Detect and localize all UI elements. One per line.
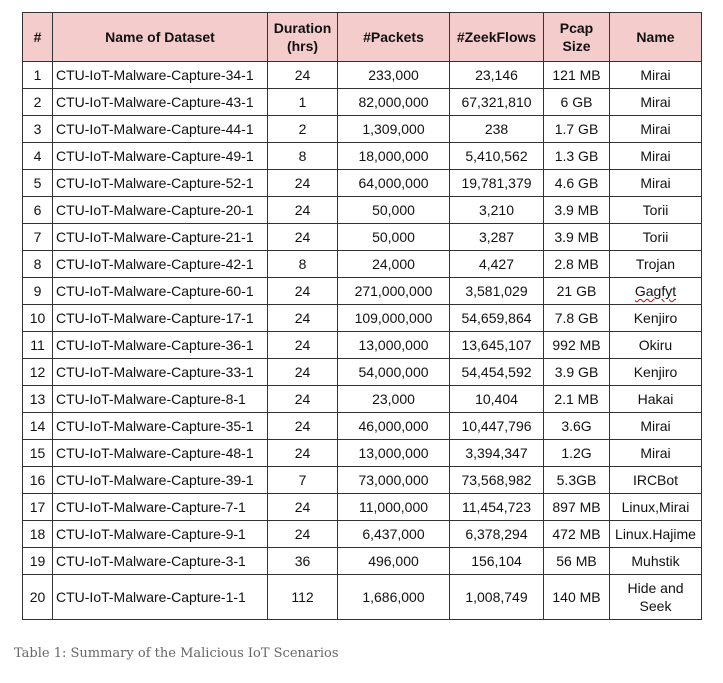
pcap-size-cell: 2.8 MB [544,251,610,278]
dataset-name-cell: CTU-IoT-Malware-Capture-20-1 [53,197,268,224]
packets-cell: 1,309,000 [338,116,450,143]
row-number-cell: 19 [23,548,53,575]
table-row [23,440,702,467]
duration-cell: 24 [268,386,338,413]
header-duration-line2: (hrs) [286,38,319,54]
dataset-name-cell: CTU-IoT-Malware-Capture-7-1 [53,494,268,521]
row-number-cell: 20 [23,575,53,620]
dataset-name-cell: CTU-IoT-Malware-Capture-33-1 [53,359,268,386]
dataset-name-cell: CTU-IoT-Malware-Capture-8-1 [53,386,268,413]
packets-cell: 50,000 [338,197,450,224]
pcap-size-cell: 897 MB [544,494,610,521]
zeekflows-cell: 67,321,810 [450,89,544,116]
dataset-name-cell: CTU-IoT-Malware-Capture-17-1 [53,305,268,332]
row-number-cell: 18 [23,521,53,548]
pcap-size-cell: 5.3GB [544,467,610,494]
row-number-cell: 4 [23,143,53,170]
packets-cell: 24,000 [338,251,450,278]
malware-name-cell: Linux.Hajime [610,521,702,548]
pcap-size-cell: 3.6G [544,413,610,440]
packets-cell: 64,000,000 [338,170,450,197]
zeekflows-cell: 10,404 [450,386,544,413]
malware-name-line: Seek [639,598,672,614]
dataset-name-cell: CTU-IoT-Malware-Capture-35-1 [53,413,268,440]
malware-name-cell: Torii [610,197,702,224]
dataset-name-cell: CTU-IoT-Malware-Capture-36-1 [53,332,268,359]
row-number-cell: 7 [23,224,53,251]
table-row [23,89,702,116]
pcap-size-cell: 2.1 MB [544,386,610,413]
pcap-size-cell: 1.2G [544,440,610,467]
table-row [23,170,702,197]
packets-cell: 73,000,000 [338,467,450,494]
header-dataset-name: Name of Dataset [53,13,268,62]
table-row [23,413,702,440]
packets-cell: 23,000 [338,386,450,413]
table-row [23,62,702,89]
pcap-size-cell: 3.9 GB [544,359,610,386]
zeekflows-cell: 73,568,982 [450,467,544,494]
malware-name-cell: Linux,Mirai [610,494,702,521]
pcap-size-cell: 56 MB [544,548,610,575]
header-pcap-line1: Pcap [559,20,594,36]
zeekflows-cell: 3,394,347 [450,440,544,467]
pcap-size-cell: 121 MB [544,62,610,89]
row-number-cell: 5 [23,170,53,197]
duration-cell: 24 [268,332,338,359]
header-packets: #Packets [338,13,450,62]
zeekflows-cell: 1,008,749 [450,575,544,620]
pcap-size-cell: 3.9 MB [544,224,610,251]
packets-cell: 13,000,000 [338,332,450,359]
row-number-cell: 6 [23,197,53,224]
duration-cell: 2 [268,116,338,143]
duration-cell: 24 [268,413,338,440]
dataset-name-cell: CTU-IoT-Malware-Capture-49-1 [53,143,268,170]
zeekflows-cell: 19,781,379 [450,170,544,197]
packets-cell: 1,686,000 [338,575,450,620]
row-number-cell: 17 [23,494,53,521]
header-pcap-line2: Size [562,38,591,54]
packets-cell: 46,000,000 [338,413,450,440]
duration-cell: 112 [268,575,338,620]
dataset-name-cell: CTU-IoT-Malware-Capture-1-1 [53,575,268,620]
table-row [23,251,702,278]
pcap-size-cell: 140 MB [544,575,610,620]
malware-name-cell: Mirai [610,413,702,440]
packets-cell: 6,437,000 [338,521,450,548]
dataset-name-cell: CTU-IoT-Malware-Capture-43-1 [53,89,268,116]
duration-cell: 24 [268,278,338,305]
row-number-cell: 10 [23,305,53,332]
header-malware-name: Name [610,13,702,62]
table-row [23,305,702,332]
packets-cell: 54,000,000 [338,359,450,386]
malware-name-cell: Hakai [610,386,702,413]
header-pcap-size [544,13,610,62]
pcap-size-cell: 7.8 GB [544,305,610,332]
table-caption: Table 1: Summary of the Malicious IoT Scenarios [14,646,339,661]
malware-name-cell: Mirai [610,116,702,143]
zeekflows-cell: 3,287 [450,224,544,251]
dataset-name-cell: CTU-IoT-Malware-Capture-9-1 [53,521,268,548]
duration-cell: 24 [268,62,338,89]
packets-cell: 50,000 [338,224,450,251]
zeekflows-cell: 54,454,592 [450,359,544,386]
duration-cell: 36 [268,548,338,575]
dataset-name-cell: CTU-IoT-Malware-Capture-60-1 [53,278,268,305]
table-row [23,494,702,521]
row-number-cell: 15 [23,440,53,467]
malware-name-cell: Kenjiro [610,305,702,332]
pcap-size-cell: 1.3 GB [544,143,610,170]
table-row [23,224,702,251]
row-number-cell: 9 [23,278,53,305]
row-number-cell: 16 [23,467,53,494]
malware-name-cell: Mirai [610,440,702,467]
duration-cell: 8 [268,143,338,170]
zeekflows-cell: 6,378,294 [450,521,544,548]
malware-name-cell: Trojan [610,251,702,278]
malware-name-cell [610,575,702,620]
table-row [23,386,702,413]
duration-cell: 8 [268,251,338,278]
row-number-cell: 3 [23,116,53,143]
malware-name-cell: Gagfyt [610,278,702,305]
malware-name-cell: Mirai [610,89,702,116]
table-body [23,62,702,620]
table-row [23,197,702,224]
header-duration [268,13,338,62]
zeekflows-cell: 54,659,864 [450,305,544,332]
zeekflows-cell: 23,146 [450,62,544,89]
dataset-name-cell: CTU-IoT-Malware-Capture-44-1 [53,116,268,143]
dataset-name-cell: CTU-IoT-Malware-Capture-21-1 [53,224,268,251]
packets-cell: 82,000,000 [338,89,450,116]
malware-name-cell: Torii [610,224,702,251]
dataset-name-cell: CTU-IoT-Malware-Capture-42-1 [53,251,268,278]
pcap-size-cell: 992 MB [544,332,610,359]
header-number: # [23,13,53,62]
table-row [23,278,702,305]
malicious-iot-scenarios-table [22,12,702,620]
pcap-size-cell: 1.7 GB [544,116,610,143]
duration-cell: 1 [268,89,338,116]
malware-name-cell: Okiru [610,332,702,359]
row-number-cell: 13 [23,386,53,413]
table-row [23,143,702,170]
duration-cell: 24 [268,197,338,224]
dataset-name-cell: CTU-IoT-Malware-Capture-39-1 [53,467,268,494]
pcap-size-cell: 472 MB [544,521,610,548]
duration-cell: 24 [268,521,338,548]
table-row [23,116,702,143]
zeekflows-cell: 238 [450,116,544,143]
pcap-size-cell: 6 GB [544,89,610,116]
table-row [23,521,702,548]
malware-name-cell: Mirai [610,143,702,170]
table-row [23,575,702,620]
packets-cell: 11,000,000 [338,494,450,521]
dataset-name-cell: CTU-IoT-Malware-Capture-48-1 [53,440,268,467]
zeekflows-cell: 3,210 [450,197,544,224]
table-row [23,359,702,386]
zeekflows-cell: 156,104 [450,548,544,575]
table-row [23,548,702,575]
table-header-row [23,13,702,62]
zeekflows-cell: 4,427 [450,251,544,278]
dataset-name-cell: CTU-IoT-Malware-Capture-52-1 [53,170,268,197]
table-row [23,332,702,359]
dataset-name-cell: CTU-IoT-Malware-Capture-34-1 [53,62,268,89]
row-number-cell: 1 [23,62,53,89]
zeekflows-cell: 5,410,562 [450,143,544,170]
header-zeekflows: #ZeekFlows [450,13,544,62]
malware-name-cell: Mirai [610,170,702,197]
packets-cell: 496,000 [338,548,450,575]
table-row [23,467,702,494]
header-duration-line1: Duration [273,20,332,36]
row-number-cell: 2 [23,89,53,116]
duration-cell: 24 [268,359,338,386]
pcap-size-cell: 21 GB [544,278,610,305]
row-number-cell: 11 [23,332,53,359]
packets-cell: 109,000,000 [338,305,450,332]
pcap-size-cell: 4.6 GB [544,170,610,197]
zeekflows-cell: 11,454,723 [450,494,544,521]
zeekflows-cell: 10,447,796 [450,413,544,440]
row-number-cell: 12 [23,359,53,386]
malware-name-line: Hide and [627,580,684,596]
malware-name-cell: Kenjiro [610,359,702,386]
malware-name-cell: Muhstik [610,548,702,575]
duration-cell: 24 [268,170,338,197]
packets-cell: 18,000,000 [338,143,450,170]
packets-cell: 233,000 [338,62,450,89]
row-number-cell: 14 [23,413,53,440]
duration-cell: 7 [268,467,338,494]
packets-cell: 271,000,000 [338,278,450,305]
malware-name-cell: Mirai [610,62,702,89]
zeekflows-cell: 13,645,107 [450,332,544,359]
duration-cell: 24 [268,440,338,467]
malware-name-cell: IRCBot [610,467,702,494]
row-number-cell: 8 [23,251,53,278]
duration-cell: 24 [268,494,338,521]
pcap-size-cell: 3.9 MB [544,197,610,224]
zeekflows-cell: 3,581,029 [450,278,544,305]
duration-cell: 24 [268,305,338,332]
duration-cell: 24 [268,224,338,251]
packets-cell: 13,000,000 [338,440,450,467]
dataset-name-cell: CTU-IoT-Malware-Capture-3-1 [53,548,268,575]
scenario-table-container [22,12,701,620]
